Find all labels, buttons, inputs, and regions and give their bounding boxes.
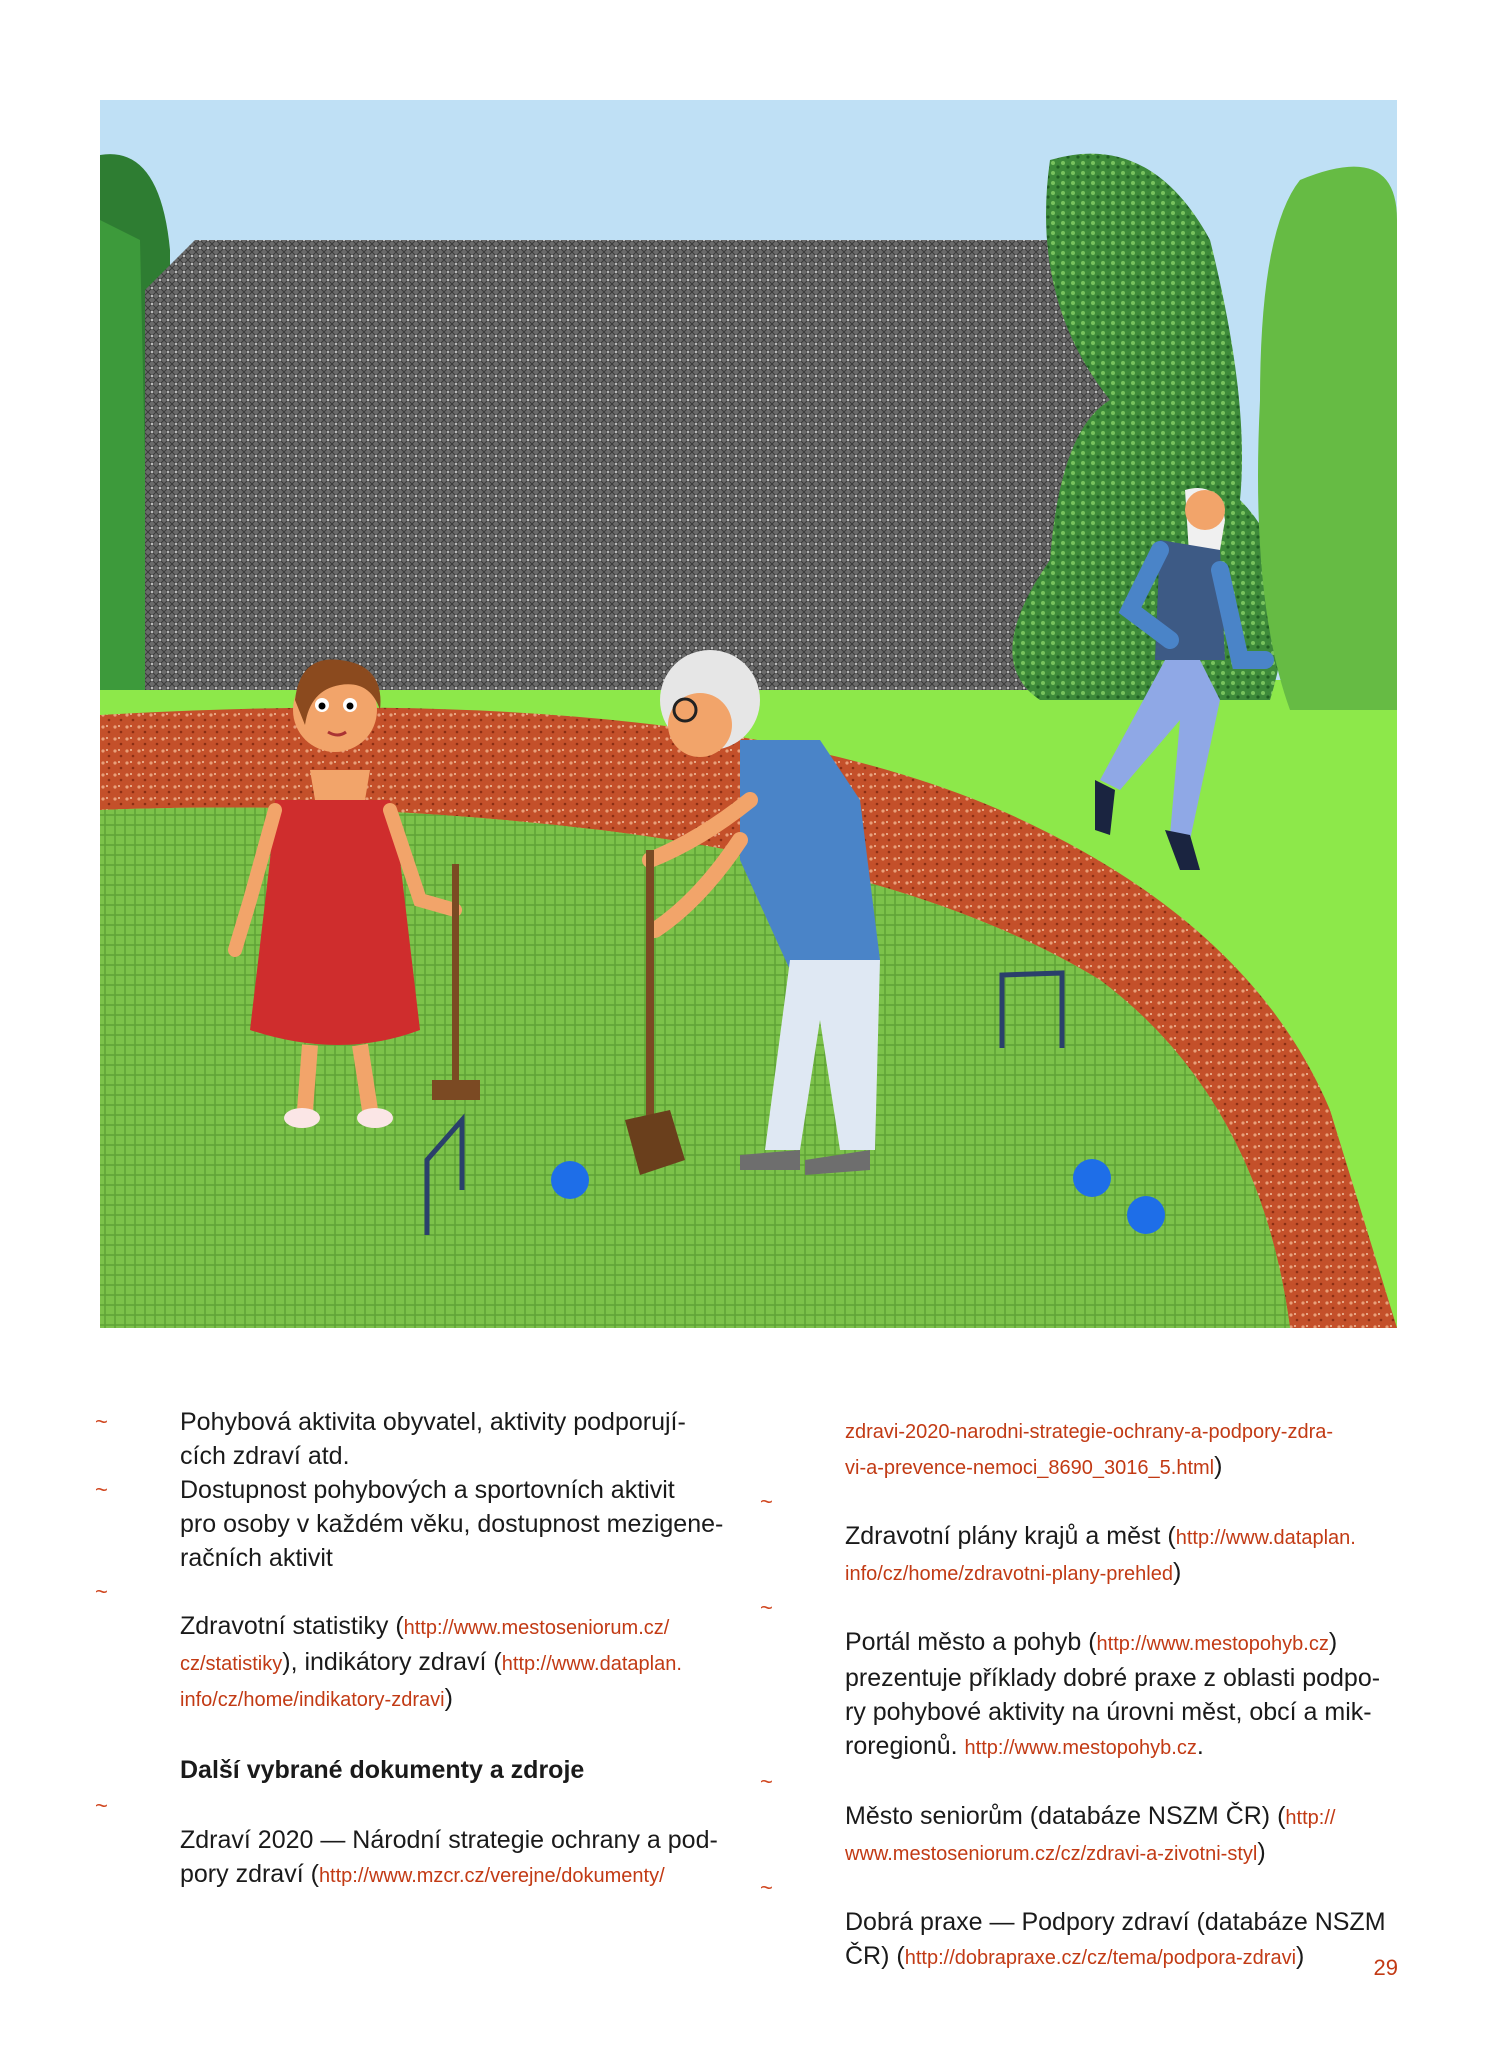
link-mestopohyb[interactable]: http://www.mestopohyb.cz bbox=[1096, 1633, 1329, 1655]
bullet: ~ bbox=[95, 1793, 108, 1818]
link-dataplan-indikatory[interactable]: http://www.dataplan. info/cz/home/indikatory-zdravi bbox=[180, 1653, 682, 1711]
item-text: Pohybová aktivita obyvatel, aktivity podporují- cích zdraví atd. bbox=[180, 1408, 686, 1470]
link-mzcr-zdravi-2020[interactable]: zdravi-2020-narodni-strategie-ochrany-a-podpory-zdra- vi-a-prevence-nemoci_8690_3016_5.html bbox=[845, 1421, 1334, 1479]
item-text: ) bbox=[444, 1684, 453, 1712]
bullet: ~ bbox=[760, 1769, 773, 1794]
right-column bbox=[760, 1405, 1400, 1975]
ball-3 bbox=[1127, 1196, 1165, 1234]
ball-2 bbox=[1073, 1159, 1111, 1197]
bullet: ~ bbox=[95, 1477, 108, 1502]
croquet-illustration bbox=[100, 100, 1397, 1328]
link-mestoseniorum-statistiky[interactable]: http://www.mestoseniorum.cz/ cz/statistiky bbox=[180, 1617, 670, 1675]
list-item bbox=[95, 1405, 735, 1473]
item-text: Dobrá praxe — Podpory zdraví (databáze NSZM ČR) ( bbox=[845, 1908, 1386, 1970]
item-text: ) bbox=[1296, 1942, 1305, 1970]
hedge-wall bbox=[145, 240, 1150, 690]
item-text: ) bbox=[1257, 1838, 1266, 1866]
item-text: Portál město a pohyb ( bbox=[845, 1628, 1097, 1656]
item-text: Zdravotní statistiky ( bbox=[180, 1612, 404, 1640]
link-mestoseniorum-zdravi[interactable]: http:// www.mestoseniorum.cz/cz/zdravi-a-zivotni-styl bbox=[845, 1807, 1336, 1865]
tree-right bbox=[1258, 167, 1397, 710]
ball-1 bbox=[551, 1161, 589, 1199]
link-mzcr-dokumenty[interactable]: http://www.mzcr.cz/verejne/dokumenty/ bbox=[318, 1865, 665, 1887]
list-item bbox=[760, 1485, 1400, 1591]
list-item bbox=[760, 1765, 1400, 1871]
bullet: ~ bbox=[95, 1409, 108, 1434]
item-text: Město seniorům (databáze NSZM ČR) ( bbox=[845, 1802, 1286, 1830]
list-item bbox=[760, 1591, 1400, 1765]
item-text: Dostupnost pohybových a sportovních aktivit pro osoby v každém věku, dostupnost mezigene- račních aktivit bbox=[180, 1476, 724, 1572]
page-number: 29 bbox=[1373, 1955, 1398, 1980]
item-text: ), indikátory zdraví ( bbox=[282, 1648, 502, 1676]
bullet: ~ bbox=[760, 1595, 773, 1620]
item-text: . bbox=[1196, 1732, 1204, 1760]
bullet: ~ bbox=[760, 1875, 773, 1900]
list-item bbox=[95, 1575, 735, 1717]
bullet: ~ bbox=[95, 1579, 108, 1604]
item-text: ) prezentuje příklady dobré praxe z oblasti podpo- ry pohybové aktivity na úrovni měst, obcí a mik- roregionů. bbox=[845, 1628, 1381, 1760]
bullet: ~ bbox=[760, 1489, 773, 1514]
list-item bbox=[95, 1789, 735, 1893]
link-mestopohyb-2[interactable]: http://www.mestopohyb.cz bbox=[964, 1737, 1197, 1759]
list-item-continuation bbox=[760, 1413, 1400, 1485]
left-column bbox=[95, 1405, 735, 1893]
item-text: ) bbox=[1172, 1558, 1182, 1586]
link-dobrapraxe[interactable]: http://dobrapraxe.cz/cz/tema/podpora-zdravi bbox=[904, 1947, 1297, 1969]
link-dataplan-zdravotni-plany[interactable]: http://www.dataplan. info/cz/home/zdravotni-plany-prehled bbox=[845, 1527, 1356, 1585]
item-text: Zdraví 2020 — Národní strategie ochrany a pod- pory zdraví ( bbox=[180, 1826, 718, 1888]
mallet-center bbox=[646, 850, 654, 1130]
item-text: Zdravotní plány krajů a měst ( bbox=[845, 1522, 1176, 1550]
list-item bbox=[760, 1871, 1400, 1975]
section-heading: Další vybrané dokumenty a zdroje bbox=[180, 1756, 585, 1784]
item-text: ) bbox=[1214, 1452, 1223, 1480]
mallet-left bbox=[452, 864, 459, 1084]
list-item bbox=[95, 1473, 735, 1575]
